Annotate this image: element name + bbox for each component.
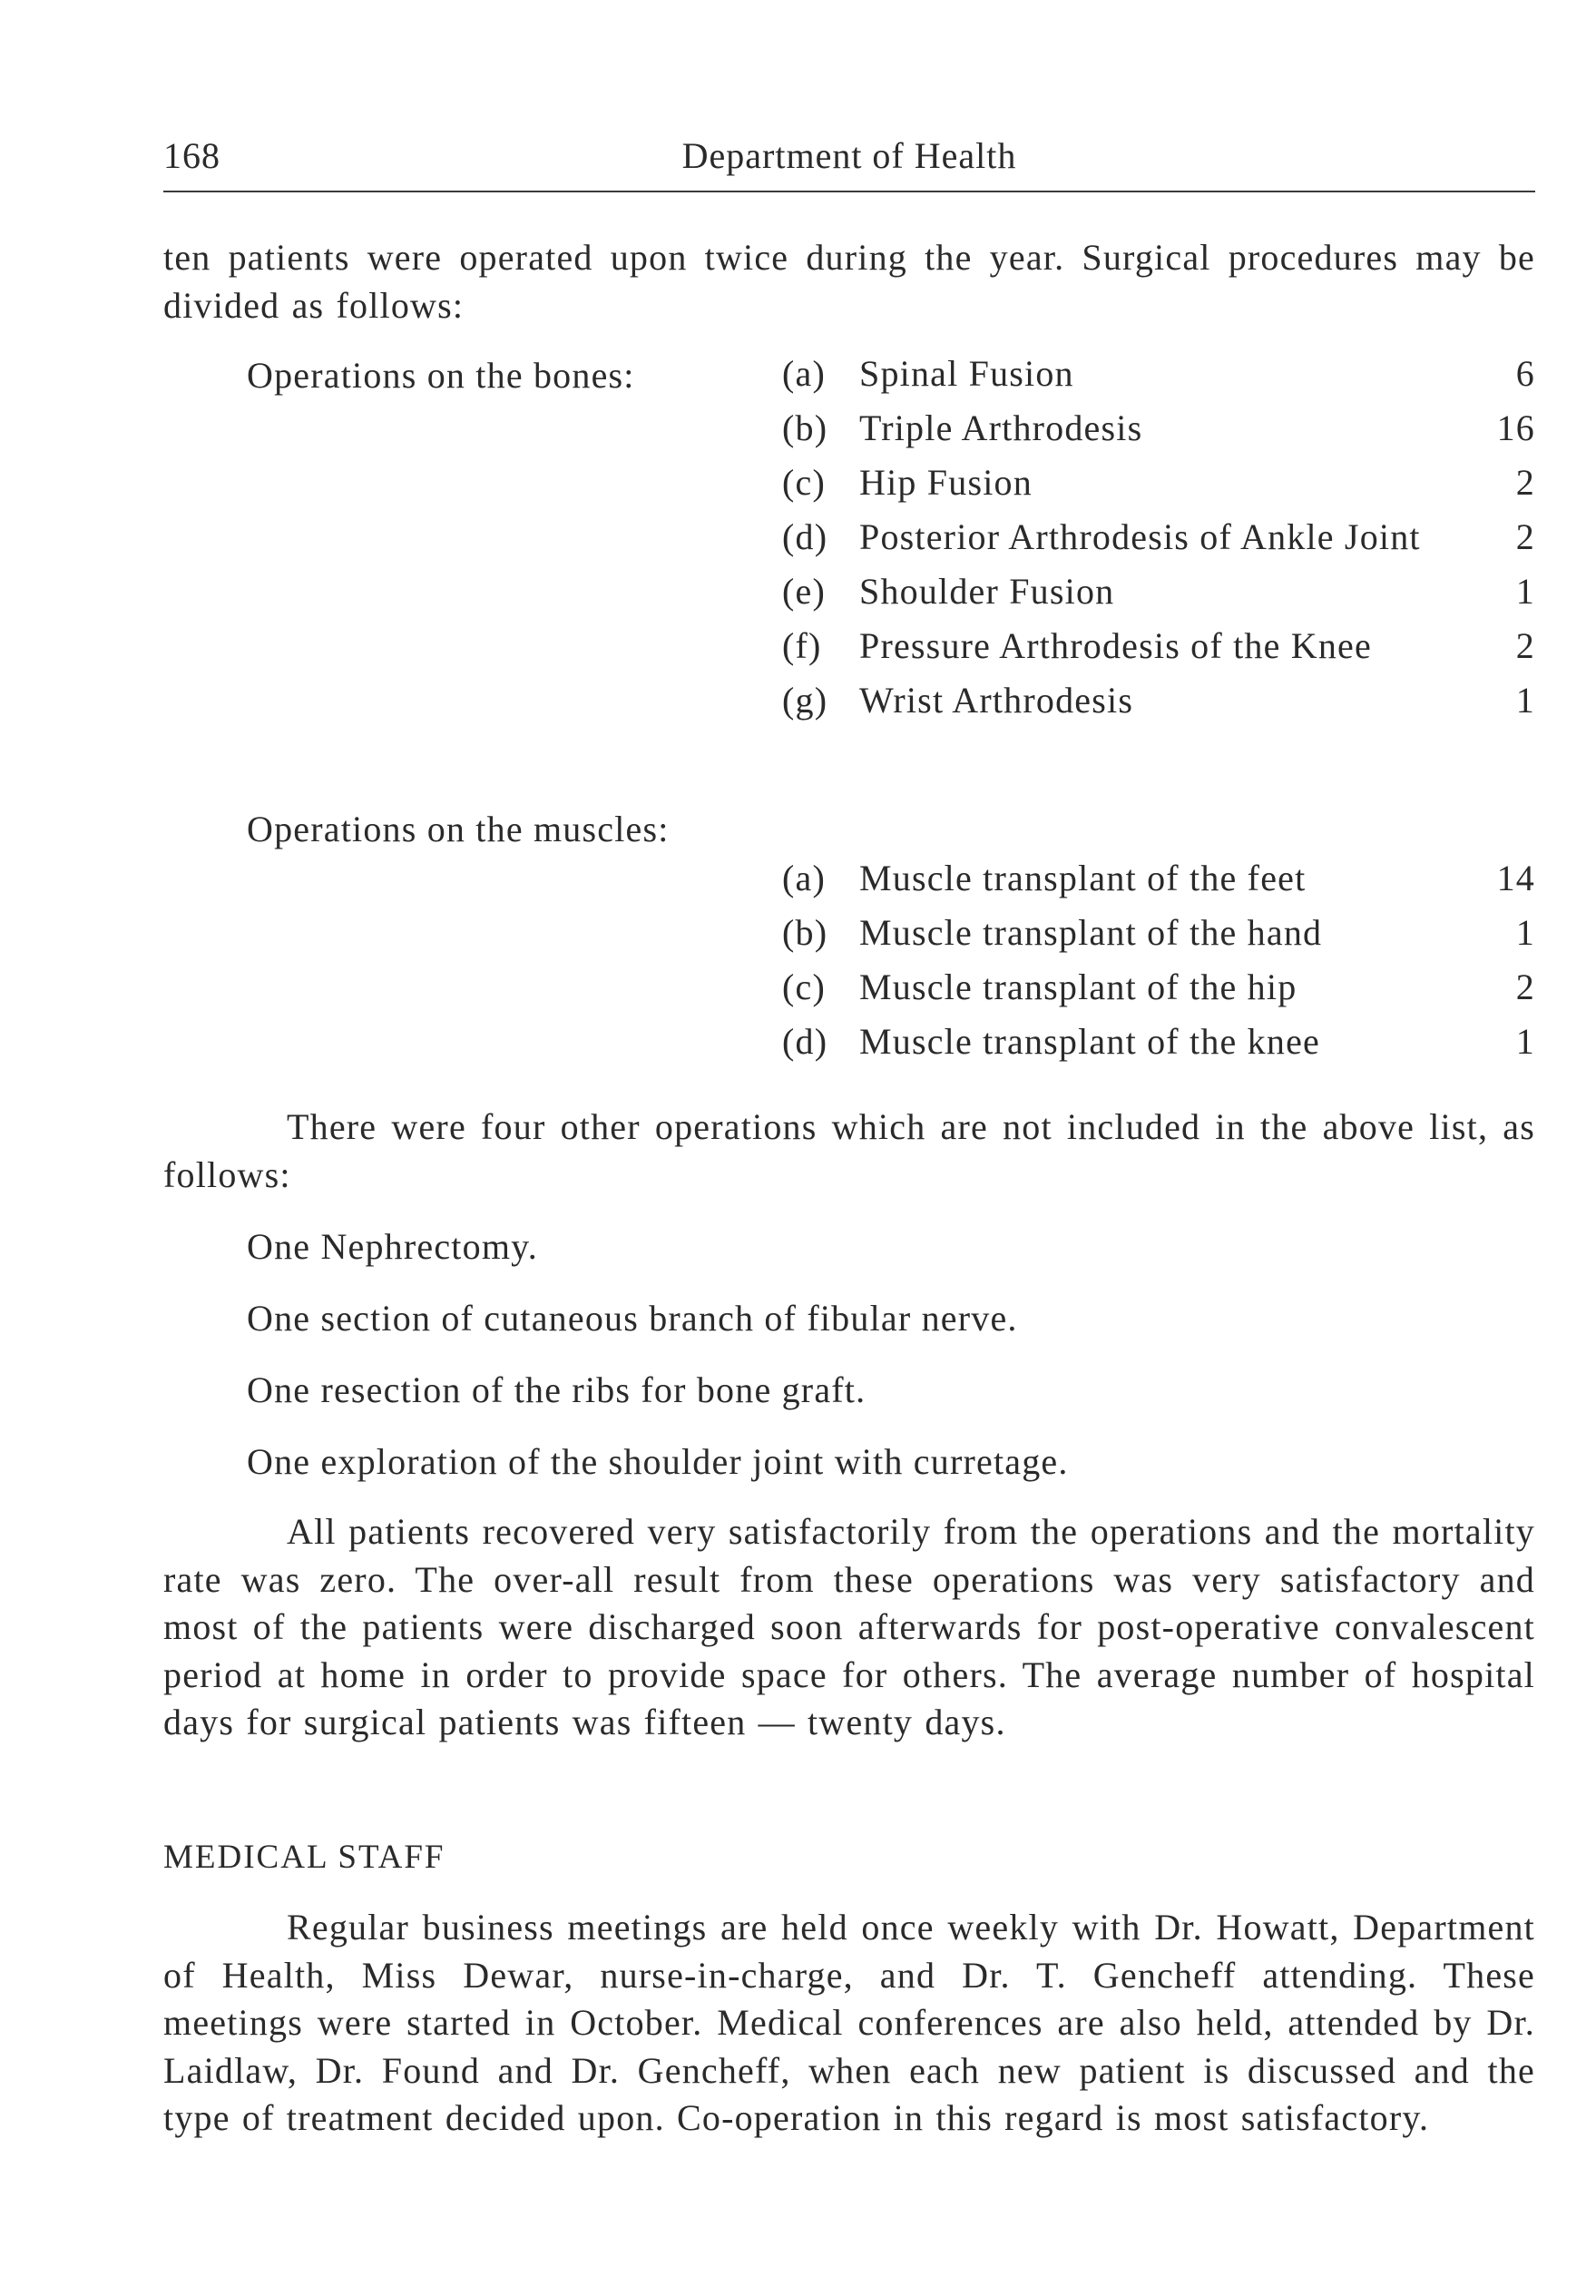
other-operation-item: One resection of the ribs for bone graft.: [247, 1369, 867, 1410]
procedure-name: Spinal Fusion: [859, 353, 1074, 394]
procedure-count: 2: [1515, 462, 1535, 503]
bones-group-label: Operations on the bones:: [247, 355, 635, 396]
other-operation-item: One Nephrectomy.: [247, 1226, 538, 1267]
procedure-item: [782, 350, 1535, 397]
running-head: [163, 134, 1535, 189]
procedure-name: Muscle transplant of the knee: [859, 1021, 1320, 1062]
procedure-item: [782, 909, 1535, 956]
procedure-letter: (b): [782, 912, 828, 953]
procedure-letter: (a): [782, 858, 826, 898]
running-title: Department of Health: [681, 135, 1017, 176]
procedure-count: 14: [1496, 858, 1535, 898]
procedure-letter: (b): [782, 407, 828, 448]
muscles-group-label: Operations on the muscles:: [247, 809, 670, 849]
procedure-count: 1: [1515, 680, 1535, 721]
other-operations-intro: There were four other operations which are not included in the above list, as follows:: [163, 1106, 1535, 1195]
procedure-letter: (g): [782, 680, 828, 721]
procedure-count: 1: [1515, 912, 1535, 953]
procedure-letter: (c): [782, 966, 826, 1007]
muscles-procedure-list: [782, 855, 1535, 1073]
procedure-name: Pressure Arthrodesis of the Knee: [859, 625, 1372, 666]
procedure-item: [782, 514, 1535, 560]
procedure-count: 6: [1515, 353, 1535, 394]
procedure-item: [782, 855, 1535, 901]
intro-paragraph: ten patients were operated upon twice during the year. Surgical procedures may be divided as follows:: [163, 237, 1535, 326]
other-operations-list: [247, 1223, 1535, 1510]
procedure-count: 1: [1515, 571, 1535, 612]
procedure-item: [782, 568, 1535, 614]
procedure-name: Shoulder Fusion: [859, 571, 1115, 612]
procedure-item: [782, 1018, 1535, 1065]
other-operation-item: One section of cutaneous branch of fibular nerve.: [247, 1298, 1018, 1339]
other-operation-item: One exploration of the shoulder joint with curretage.: [247, 1441, 1069, 1482]
procedure-name: Muscle transplant of the feet: [859, 858, 1307, 898]
procedure-item: [782, 459, 1535, 505]
procedure-letter: (d): [782, 1021, 828, 1062]
procedure-name: Hip Fusion: [859, 462, 1033, 503]
procedure-count: 2: [1515, 625, 1535, 666]
medical-staff-paragraph: Regular business meetings are held once weekly with Dr. Howatt, Department of Health, Miss Dewar, nurse-in-charge, and Dr. T. Gencheff attending. These meetings were started in October. Medical conferences are also held, attended by Dr. Laidlaw, Dr. Found and Dr. Gencheff, when each new patient is discussed and the type of treatment decided upon. Co-operation in this regard is most satisfactory.: [163, 1907, 1535, 2138]
procedure-count: 1: [1515, 1021, 1535, 1062]
procedure-letter: (e): [782, 571, 826, 612]
procedure-letter: (f): [782, 625, 822, 666]
procedure-name: Triple Arthrodesis: [859, 407, 1143, 448]
procedure-item: [782, 623, 1535, 669]
procedure-letter: (a): [782, 353, 826, 394]
procedure-name: Posterior Arthrodesis of Ankle Joint: [859, 516, 1421, 557]
page-number: 168: [163, 135, 220, 176]
procedure-item: [782, 677, 1535, 723]
procedure-item: [782, 405, 1535, 451]
results-paragraph: All patients recovered very satisfactorily from the operations and the mortality rate was zero. The over-all result from these operations was very satisfactory and most of the patients were discharged soon afterwards for post-operative convalescent period at home in order to provide space for others. The average number of hospital days for surgical patients was fifteen — twenty days.: [163, 1511, 1535, 1742]
procedure-item: [782, 964, 1535, 1010]
procedure-name: Muscle transplant of the hip: [859, 966, 1297, 1007]
procedure-count: 2: [1515, 966, 1535, 1007]
bones-procedure-list: [782, 350, 1535, 731]
procedure-letter: (c): [782, 462, 826, 503]
medical-staff-heading: MEDICAL STAFF: [163, 1839, 446, 1876]
procedure-name: Wrist Arthrodesis: [859, 680, 1134, 721]
procedure-name: Muscle transplant of the hand: [859, 912, 1323, 953]
procedure-count: 2: [1515, 516, 1535, 557]
header-rule: [163, 191, 1535, 192]
procedure-count: 16: [1496, 407, 1535, 448]
procedure-letter: (d): [782, 516, 828, 557]
